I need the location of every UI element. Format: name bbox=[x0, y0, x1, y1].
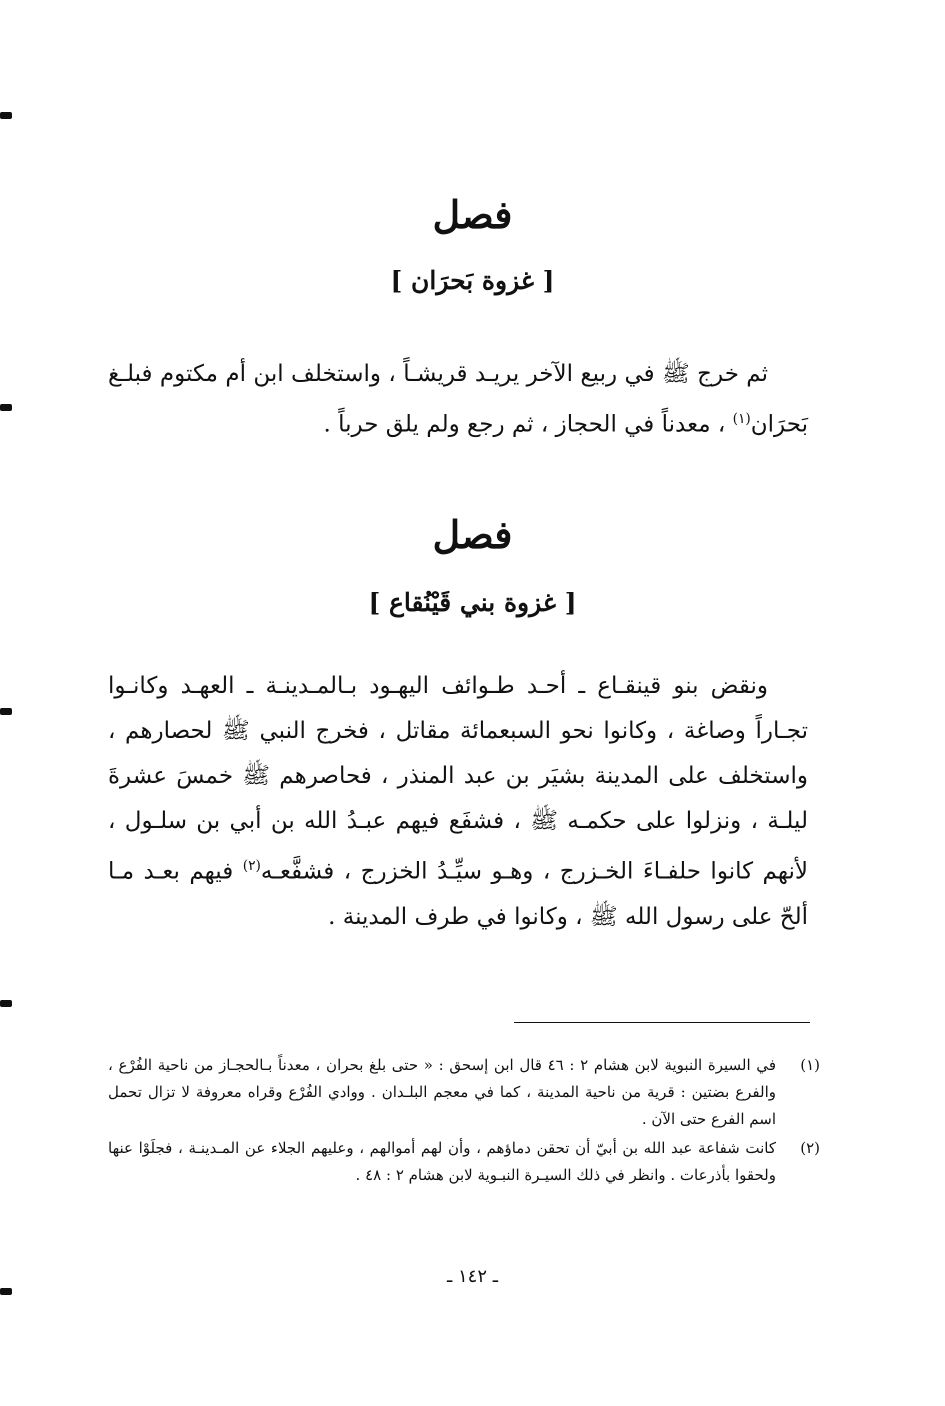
scan-mark bbox=[0, 708, 12, 715]
footnote bbox=[108, 1052, 820, 1133]
footnote-number: (٢) bbox=[800, 1139, 820, 1157]
paragraph-text: ثم خرج ﷺ في ربيع الآخر يريـد قريشـاً ، واستخلف ابن أم مكتوم فبلـغ بَحرَان bbox=[108, 361, 808, 438]
section-subtitle: [ غزوة بني قَيْنُقاع ] bbox=[368, 588, 577, 617]
section-paragraph bbox=[108, 352, 808, 448]
paragraph-text: ونقض بنو قينقـاع ـ أحـد طـوائف اليهـود بـالمـدينـة ـ العهـد وكانـوا تجـاراً وصاغة ، وكانوا نحو السبعمائة مقاتل ، فخرج النبي ﷺ لحصارهم ، واستخلف على المدينة بشيَر بن عبد المنذر ، فحاصرهم ﷺ خمسَ عشرةَ ليلـة ، ونزلوا على حكمـه ﷺ ، فشفَع فيهم عبـدُ الله بن أبي بن سلـول ، لأنهم كانوا حلفـاءَ الخـزرج ، وهـو سيِّـدُ الخزرج ، فشفَّعـه bbox=[108, 673, 808, 885]
footnote-ref[interactable]: (١) bbox=[732, 411, 751, 427]
footnote-divider bbox=[514, 1022, 810, 1023]
section-paragraph bbox=[108, 664, 808, 940]
footnote-number: (١) bbox=[800, 1056, 820, 1074]
paragraph-text: ، معدناً في الحجاز ، ثم رجع ولم يلق حرباً . bbox=[323, 411, 733, 438]
section-title: فصل bbox=[432, 192, 513, 237]
footnote-ref[interactable]: (٢) bbox=[242, 858, 261, 874]
scan-mark bbox=[0, 112, 12, 119]
section-subtitle: [ غزوة بَحرَان ] bbox=[390, 266, 555, 295]
scan-mark bbox=[0, 404, 12, 411]
paragraph-text: فيهم بعـد مـا ألحّ على رسول الله ﷺ ، وكانوا في طرف المدينة . bbox=[108, 858, 808, 930]
footnotes bbox=[108, 1052, 820, 1189]
footnote-text: في السيرة النبوية لابن هشام ٢ : ٤٦ قال ابن إسحق : « حتى بلغ بحران ، معدناً بـالحجـاز من ناحية الفُرْع ، والفرع بضتين : قرية من ناحية المدينة ، كما في معجم البلـدان . ووادي الفُرْع وقراه معروفة لا تزال تحمل اسم الفرع حتى الآن . bbox=[108, 1056, 776, 1128]
footnote bbox=[108, 1135, 820, 1189]
footnote-text: كانت شفاعة عبد الله بن أبيّ أن تحقن دماؤهم ، وأن لهم أموالهم ، وعليهم الجلاء عن المـدينـة ، فجلَوْا عنها ولحقوا بأذرعات . وانظر في ذلك السيـرة النبـوية لابن هشام ٢ : ٤٨ . bbox=[108, 1139, 776, 1184]
page-number: ـ ١٤٢ ـ bbox=[446, 1266, 498, 1287]
section-title: فصل bbox=[432, 512, 513, 557]
scan-mark bbox=[0, 1000, 12, 1007]
